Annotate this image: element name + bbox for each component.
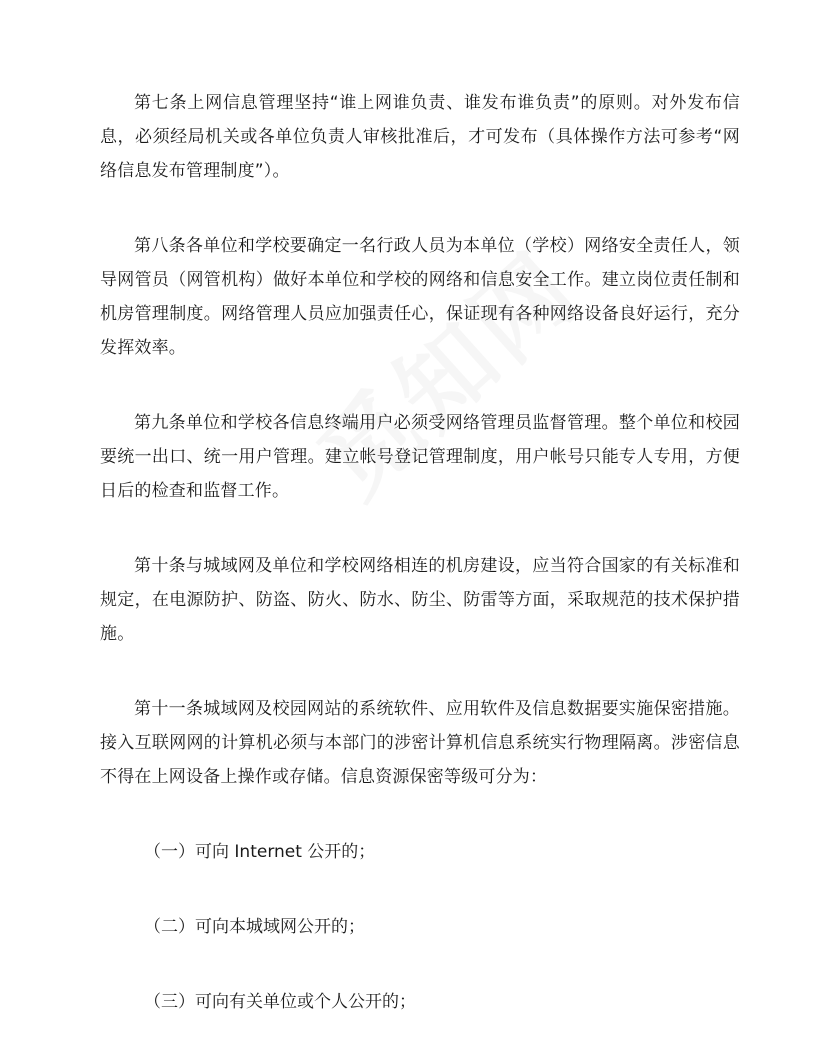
confidentiality-level-1: （一）可向 Internet 公开的；: [144, 842, 376, 862]
article-10-paragraph: 第十条与城域网及单位和学校网络相连的机房建设，应当符合国家的有关标准和规定，在电源防护、防盗、防火、防水、防尘、防雷等方面，采取规范的技术保护措施。: [100, 556, 740, 644]
confidentiality-level-3: （三）可向有关单位或个人公开的；: [144, 992, 416, 1012]
article-8-paragraph: 第八条各单位和学校要确定一名行政人员为本单位（学校）网络安全责任人，领导网管员（网管机构）做好本单位和学校的网络和信息安全工作。建立岗位责任制和机房管理制度。网络管理人员应加强责任心，保证现有各种网络设备良好运行，充分发挥效率。: [100, 236, 740, 358]
document-body: [100, 86, 740, 1060]
article-9-paragraph: 第九条单位和学校各信息终端用户必须受网络管理员监督管理。整个单位和校园要统一出口、统一用户管理。建立帐号登记管理制度，用户帐号只能专人专用，方便日后的检查和监督工作。: [100, 413, 740, 501]
article-7-paragraph: 第七条上网信息管理坚持“谁上网谁负责、谁发布谁负责”的原则。对外发布信息，必须经局机关或各单位负责人审核批准后，才可发布（具体操作方法可参考“网络信息发布管理制度”）。: [100, 93, 740, 181]
article-11-paragraph: 第十一条城域网及校园网站的系统软件、应用软件及信息数据要实施保密措施。接入互联网网的计算机必须与本部门的涉密计算机信息系统实行物理隔离。涉密信息不得在上网设备上操作或存储。信息资源保密等级可分为：: [100, 699, 740, 787]
confidentiality-level-2: （二）可向本城域网公开的；: [144, 917, 365, 937]
